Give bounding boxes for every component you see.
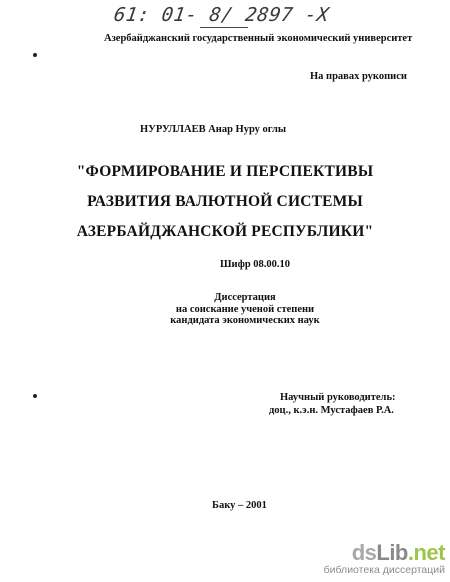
- watermark: [324, 542, 445, 576]
- title-line: АЗЕРБАЙДЖАНСКОЙ РЕСПУБЛИКИ": [76, 223, 374, 240]
- scan-dot: [33, 53, 37, 57]
- title-line: РАЗВИТИЯ ВАЛЮТНОЙ СИСТЕМЫ: [87, 193, 363, 210]
- degree-line: Диссертация: [214, 292, 276, 303]
- supervisor-label: Научный руководитель:: [280, 392, 396, 403]
- manuscript-rights-notice: На правах рукописи: [310, 71, 407, 82]
- degree-line: на соискание ученой степени: [175, 303, 315, 315]
- supervisor-block: [269, 391, 396, 417]
- dissertation-degree-block: [160, 292, 330, 327]
- degree-line: кандидата экономических наук: [170, 315, 320, 326]
- city-year: Баку – 2001: [212, 500, 267, 511]
- title-line: "ФОРМИРОВАНИЕ И ПЕРСПЕКТИВЫ: [76, 163, 374, 180]
- watermark-logo: [324, 542, 445, 564]
- dissertation-title: [0, 157, 450, 247]
- supervisor-name: доц., к.э.н. Мустафаев Р.А.: [269, 405, 394, 416]
- handwritten-underline: [200, 27, 248, 28]
- specialty-cipher: Шифр 08.00.10: [220, 259, 291, 270]
- scan-dot: [33, 394, 37, 398]
- watermark-logo-lib: Lib: [376, 540, 408, 565]
- watermark-logo-ds: ds: [351, 540, 377, 565]
- watermark-logo-net: .net: [407, 540, 445, 565]
- university-name: Азербайджанский государственный экономический университет: [104, 33, 413, 44]
- author-name: НУРУЛЛАЕВ Анар Нуру оглы: [140, 124, 287, 135]
- watermark-tagline: библиотека диссертаций: [323, 564, 445, 576]
- handwritten-archive-code: 61: 01- 8/ 2897 -X: [112, 4, 331, 26]
